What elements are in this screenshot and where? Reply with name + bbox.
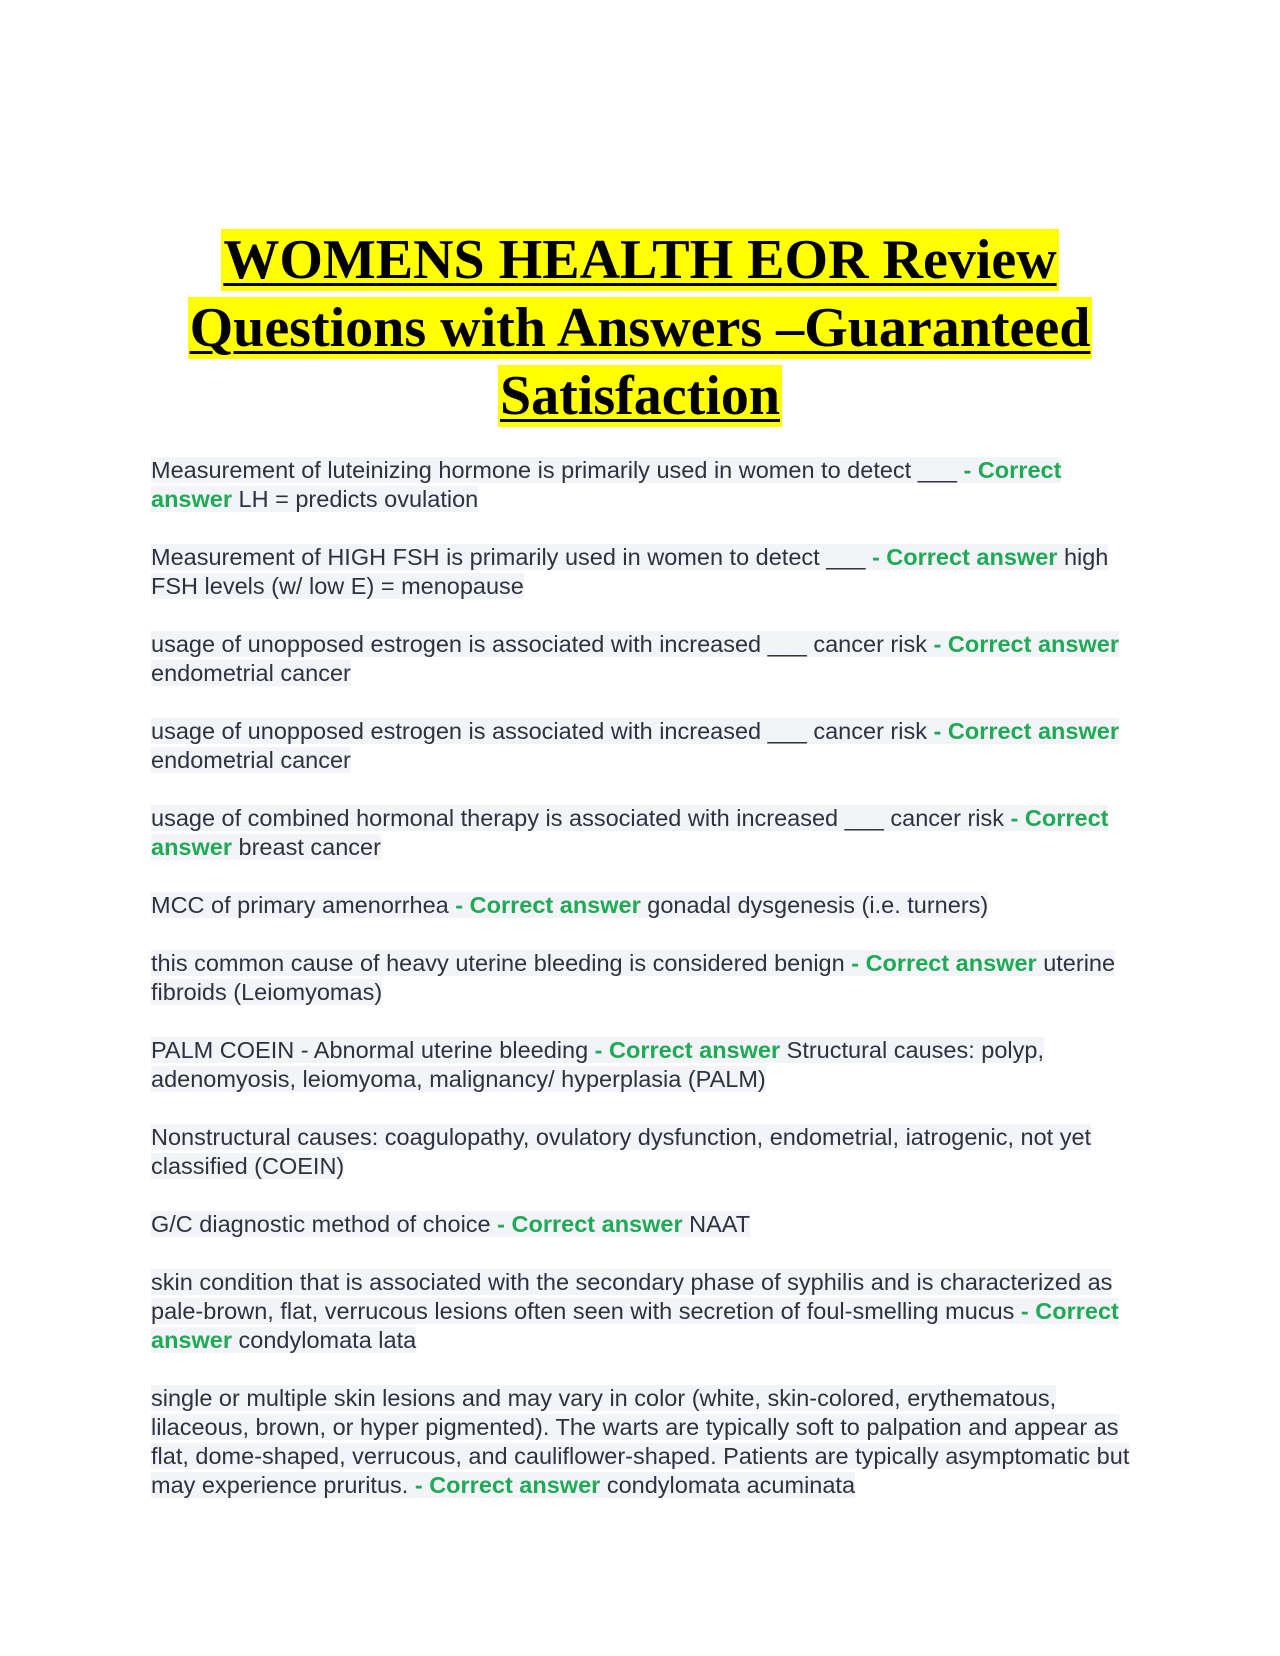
qa-item: [151, 1123, 1136, 1181]
answer-text: uterine fibroids (Leiomyomas): [151, 950, 1116, 1005]
question-text: single or multiple skin lesions and may vary in color (white, skin-colored, erythematous, lilaceous, brown, or hyper pigmented). The warts are typically soft to palpation and appear as flat, dome-shaped, verrucous, and cauliflower-shaped. Patients are typically asymptomatic but may experience pruritus.: [151, 1385, 1130, 1498]
qa-item: [151, 1210, 1136, 1239]
qa-item: [151, 1268, 1136, 1355]
correct-answer-label: - Correct answer: [151, 1298, 1119, 1353]
question-text: G/C diagnostic method of choice: [151, 1211, 491, 1237]
qa-item: [151, 891, 1136, 920]
answer-text: endometrial cancer: [151, 660, 351, 686]
answer-text: high FSH levels (w/ low E) = menopause: [151, 544, 1109, 599]
answer-text: gonadal dysgenesis (i.e. turners): [647, 892, 989, 918]
question-text: skin condition that is associated with the secondary phase of syphilis and is characterized as pale-brown, flat, verrucous lesions often seen with secretion of foul-smelling mucus: [151, 1269, 1113, 1324]
qa-item: [151, 1384, 1136, 1500]
title-line: Questions with Answers –Guaranteed: [189, 297, 1091, 359]
question-text: PALM COEIN - Abnormal uterine bleeding: [151, 1037, 589, 1063]
answer-text: Structural causes: polyp, adenomyosis, leiomyoma, malignancy/ hyperplasia (PALM): [151, 1037, 1044, 1092]
correct-answer-label: - Correct answer: [455, 892, 641, 918]
correct-answer-label: - Correct answer: [851, 950, 1037, 976]
correct-answer-label: - Correct answer: [933, 631, 1119, 657]
correct-answer-label: - Correct answer: [497, 1211, 683, 1237]
correct-answer-label: - Correct answer: [414, 1472, 601, 1498]
paragraph-text: Nonstructural causes: coagulopathy, ovulatory dysfunction, endometrial, iatrogenic, not yet classified (COEIN): [151, 1124, 1092, 1179]
question-text: Measurement of luteinizing hormone is primarily used in women to detect ___: [151, 457, 957, 483]
answer-text: condylomata lata: [238, 1327, 417, 1353]
answer-text: breast cancer: [238, 834, 381, 860]
qa-item: [151, 804, 1136, 862]
answer-text: NAAT: [689, 1211, 751, 1237]
correct-answer-label: - Correct answer: [151, 457, 1062, 512]
qa-item: [151, 456, 1136, 514]
qa-item: [151, 543, 1136, 601]
qa-item: [151, 949, 1136, 1007]
document-title: [150, 226, 1130, 430]
correct-answer-label: - Correct answer: [594, 1037, 781, 1063]
qa-item: [151, 630, 1136, 688]
question-text: usage of unopposed estrogen is associated with increased ___ cancer risk: [151, 631, 927, 657]
correct-answer-label: - Correct answer: [933, 718, 1119, 744]
answer-text: LH = predicts ovulation: [238, 486, 479, 512]
answer-text: endometrial cancer: [151, 747, 351, 773]
answer-text: condylomata acuminata: [606, 1472, 856, 1498]
title-line: WOMENS HEALTH EOR Review: [223, 229, 1057, 291]
question-text: Measurement of HIGH FSH is primarily used in women to detect ___: [151, 544, 866, 570]
question-text: usage of combined hormonal therapy is associated with increased ___ cancer risk: [151, 805, 1004, 831]
question-text: this common cause of heavy uterine bleeding is considered benign: [151, 950, 845, 976]
qa-item: [151, 717, 1136, 775]
correct-answer-label: - Correct answer: [151, 805, 1109, 860]
question-text: usage of unopposed estrogen is associated with increased ___ cancer risk: [151, 718, 927, 744]
correct-answer-label: - Correct answer: [871, 544, 1058, 570]
qa-item: [151, 1036, 1136, 1094]
question-text: MCC of primary amenorrhea: [151, 892, 449, 918]
qa-list: [151, 456, 1136, 1529]
title-line: Satisfaction: [500, 365, 780, 427]
